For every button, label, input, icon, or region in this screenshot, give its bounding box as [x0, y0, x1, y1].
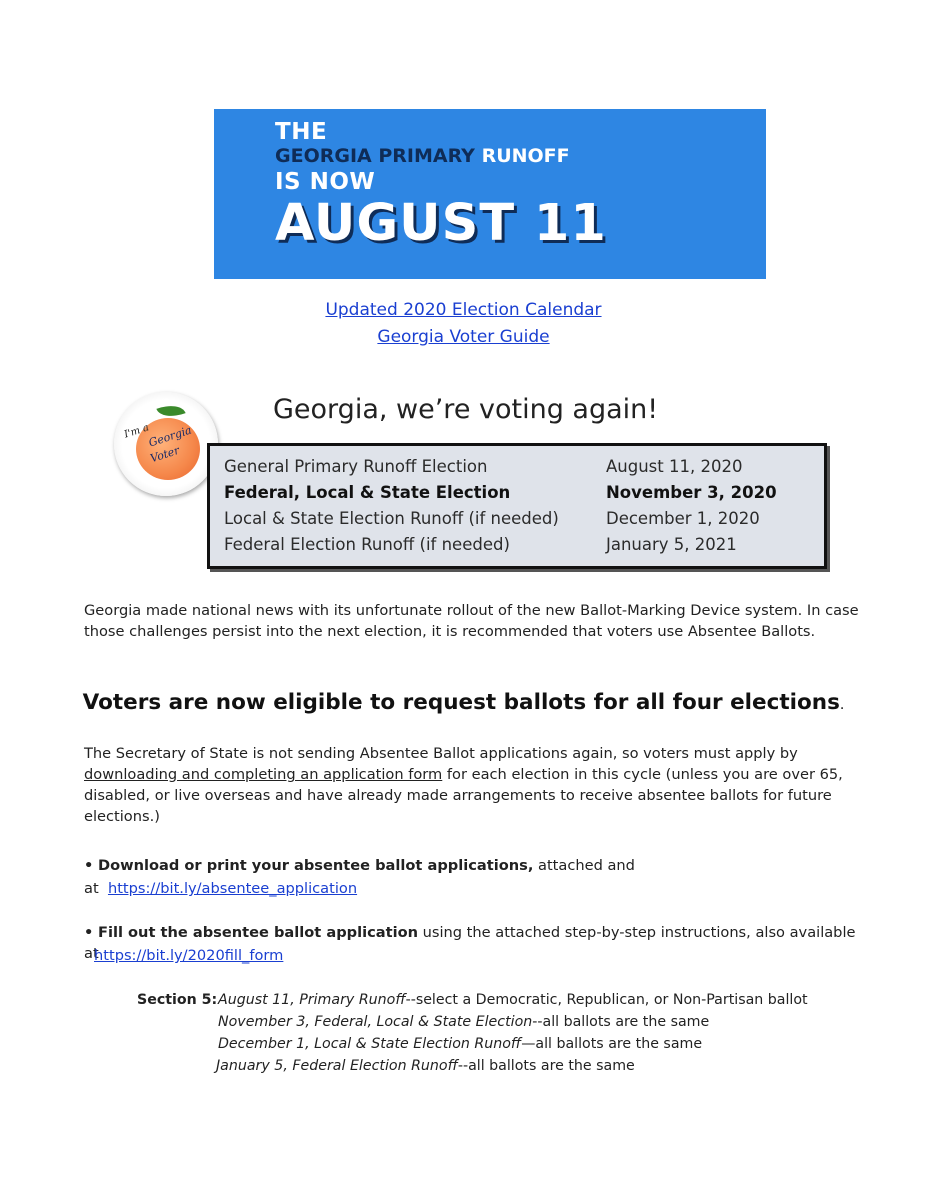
- section-5-note: --select a Democratic, Republican, or Non-Partisan ballot: [405, 992, 808, 1008]
- election-dates-table: [207, 443, 827, 569]
- section-5-line: [218, 1012, 709, 1033]
- guide-link-row: [0, 327, 927, 347]
- banner-line-3: IS NOW: [275, 169, 376, 195]
- section-5-line: [218, 1034, 702, 1055]
- section-5-election: January 5, Federal Election Runoff: [216, 1058, 458, 1074]
- section-5-election: December 1, Local & State Election Runoff: [218, 1036, 522, 1052]
- bullet-icon: •: [84, 924, 94, 941]
- headline-text: Voters are now eligible to request ballots for all four elections: [82, 690, 840, 715]
- fill-form-link[interactable]: https://bit.ly/2020fill_form: [94, 947, 284, 964]
- georgia-voter-sticker: [114, 392, 218, 496]
- election-date: December 1, 2020: [606, 509, 760, 528]
- section-5-note: --all ballots are the same: [457, 1058, 635, 1074]
- headline-period: .: [839, 697, 845, 713]
- section-5-label: Section 5:: [137, 992, 218, 1008]
- section-5-election: August 11, Primary Runoff: [218, 992, 406, 1008]
- sticker-text-1: I'm a: [122, 422, 151, 441]
- election-name: General Primary Runoff Election: [224, 457, 488, 476]
- banner-date: AUGUST 11: [275, 194, 607, 253]
- banner-line-2: [275, 145, 570, 167]
- election-calendar-link[interactable]: Updated 2020 Election Calendar: [325, 300, 602, 320]
- intro-paragraph: Georgia made national news with its unfortunate rollout of the new Ballot-Marking Device system. In case those challenges persist into the next election, it is recommended that voters use Absentee Ballots.: [84, 602, 859, 640]
- sos-text-1: The Secretary of State is not sending Absentee Ballot applications again, so voters must apply by: [84, 745, 798, 762]
- sticker-text-2: Georgia: [147, 423, 194, 450]
- election-date: November 3, 2020: [606, 483, 777, 502]
- election-name: Federal, Local & State Election: [224, 483, 511, 502]
- calendar-link-row: [0, 300, 927, 320]
- election-row: [224, 457, 814, 483]
- eligibility-headline: [0, 690, 927, 715]
- election-name: Local & State Election Runoff (if needed): [224, 509, 559, 528]
- section-5-note: --all ballots are the same: [532, 1014, 710, 1030]
- section-5-line: [216, 1056, 635, 1077]
- sos-text-2: for each election in this cycle (unless you are over 65, disabled, or live overseas and have already made arrangements to receive absentee ballots for future elections.): [84, 766, 843, 825]
- election-row: [224, 509, 814, 535]
- download-bullet-line2: [84, 878, 864, 899]
- election-date: January 5, 2021: [606, 535, 737, 554]
- sticker-text-3: Voter: [148, 443, 182, 466]
- election-row: [224, 535, 814, 561]
- secretary-of-state-paragraph: [84, 743, 864, 827]
- download-bullet: [84, 855, 864, 876]
- voting-heading: Georgia, we’re voting again!: [273, 394, 659, 425]
- banner-line-2-light: RUNOFF: [481, 145, 570, 167]
- banner-line-1: THE: [275, 119, 328, 145]
- section-5-line: [218, 990, 808, 1011]
- election-name: Federal Election Runoff (if needed): [224, 535, 510, 554]
- download-at: at: [84, 880, 108, 897]
- fill-out-bullet-rest: using the attached step-by-step instructions, also available at: [84, 924, 856, 962]
- sos-underlined: downloading and completing an application form: [84, 766, 443, 783]
- section-5-election: November 3, Federal, Local & State Election: [218, 1014, 533, 1030]
- fill-out-bullet-bold: Fill out the absentee ballot application: [97, 924, 418, 941]
- election-date: August 11, 2020: [606, 457, 743, 476]
- banner-line-2-dark: GEORGIA PRIMARY: [275, 145, 475, 167]
- download-bullet-bold: Download or print your absentee ballot applications,: [97, 857, 534, 874]
- runoff-banner: [214, 109, 766, 279]
- election-row: [224, 483, 814, 509]
- section-5-note: —all ballots are the same: [521, 1036, 703, 1052]
- bullet-icon: •: [84, 857, 94, 874]
- download-bullet-rest: attached and: [533, 857, 635, 874]
- absentee-application-link[interactable]: https://bit.ly/absentee_application: [107, 880, 358, 897]
- voter-guide-link[interactable]: Georgia Voter Guide: [377, 327, 550, 347]
- fill-out-bullet-line2: [94, 945, 874, 966]
